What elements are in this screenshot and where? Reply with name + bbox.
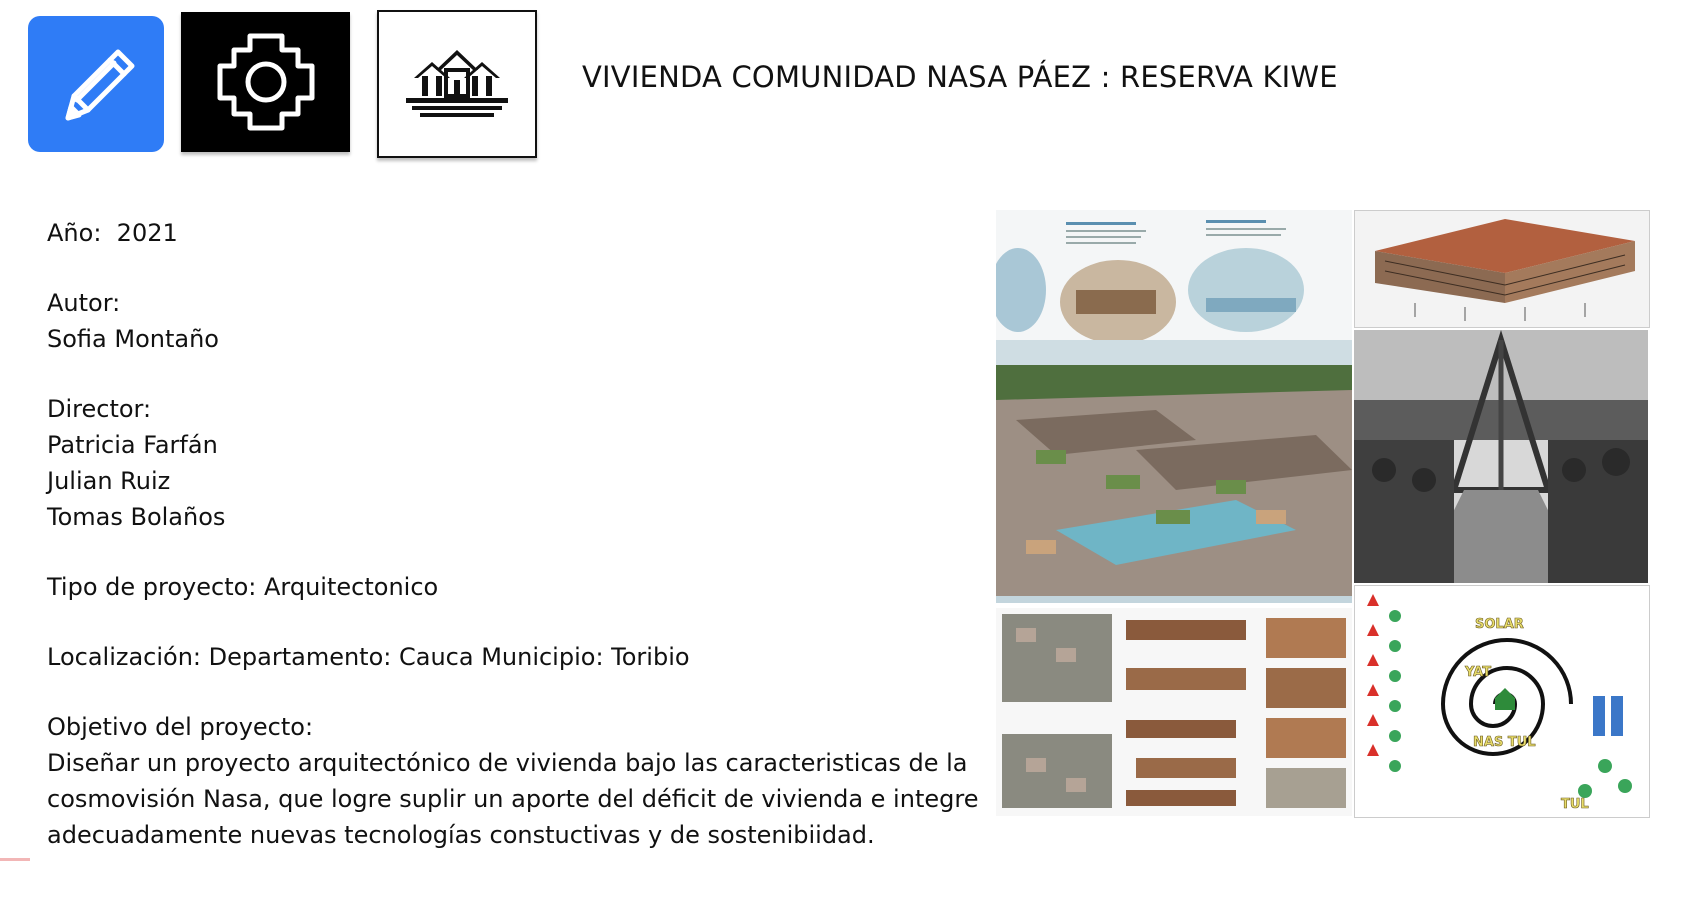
director-name: Patricia Farfán bbox=[47, 431, 218, 459]
home-button[interactable] bbox=[377, 10, 537, 158]
director-label: Director: bbox=[47, 395, 152, 423]
cosmovision-diagram-image bbox=[1354, 585, 1650, 818]
aerial-render-image bbox=[996, 210, 1352, 603]
diagram-label: TUL bbox=[1561, 797, 1589, 812]
location: Localización: Departamento: Cauca Municipio: Toribio bbox=[47, 643, 690, 671]
author-label: Autor: bbox=[47, 289, 121, 317]
section-render-image bbox=[1354, 210, 1650, 328]
community-photo-image bbox=[1354, 330, 1648, 583]
pencil-icon bbox=[46, 34, 146, 134]
settings-button[interactable] bbox=[181, 12, 350, 152]
director-name: Julian Ruiz bbox=[47, 467, 171, 495]
project-type: Tipo de proyecto: Arquitectonico bbox=[47, 573, 439, 601]
objective-label: Objetivo del proyecto: bbox=[47, 713, 314, 741]
diagram-label: NAS TUL bbox=[1473, 735, 1536, 750]
objective-text-line: cosmovisión Nasa, que logre suplir un aporte del déficit de vivienda e integre bbox=[47, 785, 979, 813]
diagram-label: SOLAR bbox=[1475, 617, 1524, 632]
director-block bbox=[47, 391, 987, 535]
plans-elevations-image bbox=[996, 608, 1352, 816]
objective-block bbox=[47, 709, 987, 853]
objective-text-line: adecuadamente nuevas tecnologías constuctivas y de sostenibiidad. bbox=[47, 821, 875, 849]
gear-icon bbox=[210, 26, 322, 138]
director-name: Tomas Bolaños bbox=[47, 503, 226, 531]
objective-text-line: Diseñar un proyecto arquitectónico de vivienda bajo las caracteristicas de la bbox=[47, 749, 968, 777]
diagram-label: YAT bbox=[1465, 665, 1492, 680]
project-info bbox=[47, 215, 987, 853]
author-block bbox=[47, 285, 987, 357]
author-name: Sofia Montaño bbox=[47, 325, 219, 353]
year-label: Año: bbox=[47, 219, 102, 247]
decorative-mark bbox=[0, 858, 30, 861]
edit-button[interactable] bbox=[28, 16, 164, 152]
year-value: 2021 bbox=[116, 219, 178, 247]
page-title: VIVIENDA COMUNIDAD NASA PÁEZ : RESERVA KIWE bbox=[582, 60, 1338, 94]
houses-logo-icon bbox=[402, 44, 512, 124]
year-row bbox=[47, 215, 987, 251]
